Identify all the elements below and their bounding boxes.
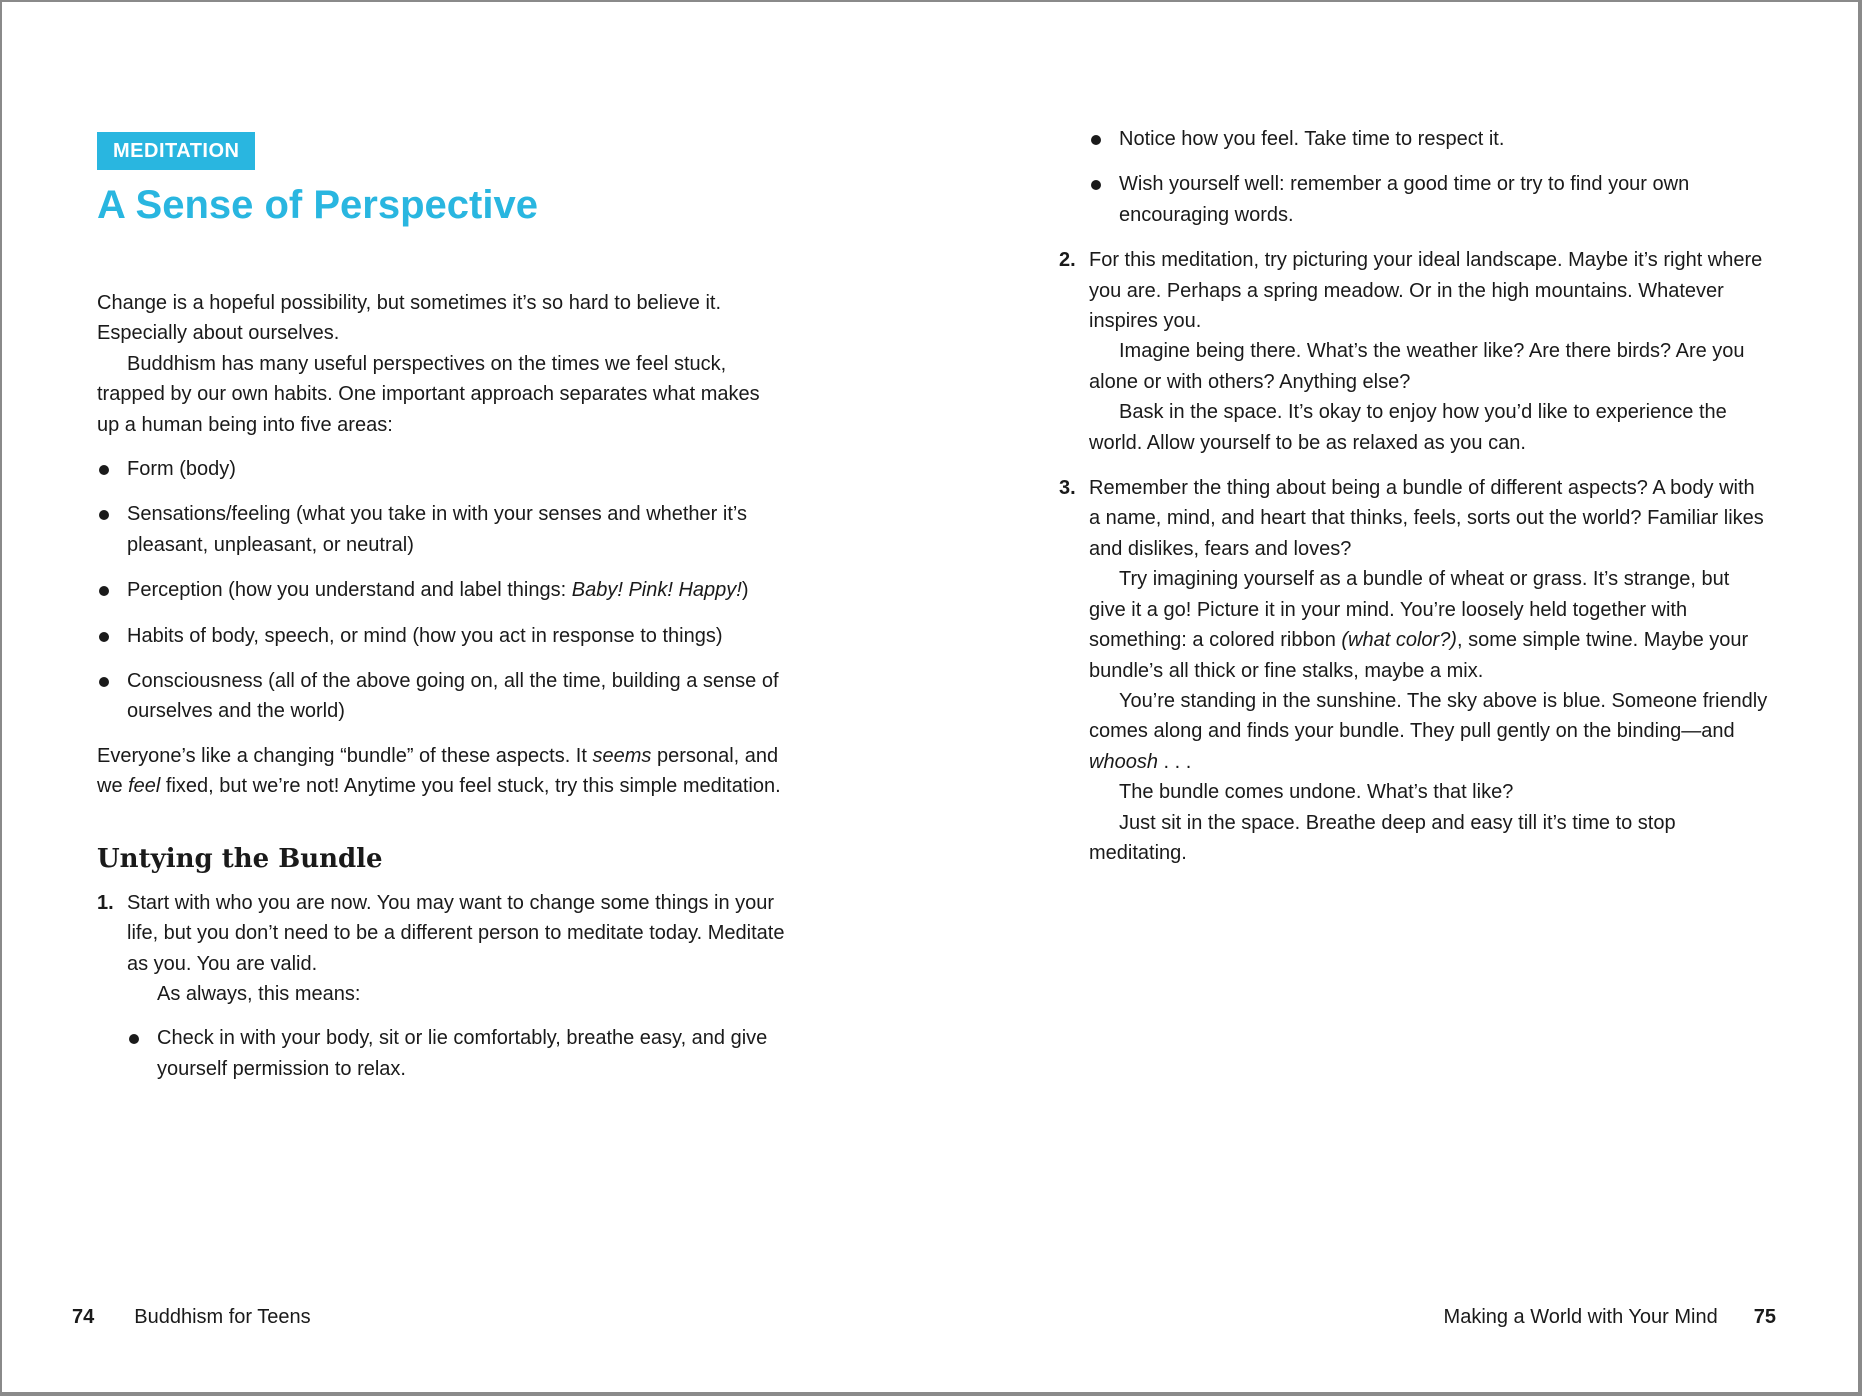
step-text: Try imagining yourself as a bundle of wheat or grass. It’s strange, but give it a go! Picture it in your mind. You’re loosely held together with something: a colored ribbon (what color?), some simple twine. Maybe your bundle’s all thick or fine stalks, maybe a mix. [1089, 568, 1749, 682]
step-text: Remember the thing about being a bundle of different aspects? A body with a name, mind, and heart that thinks, feels, sorts out the world? Familiar likes and dislikes, fears and loves? [1089, 477, 1764, 560]
section-subheading: Untying the Bundle [97, 843, 383, 874]
left-page-footer [72, 1304, 311, 1330]
step-number: 3. [1059, 477, 1076, 500]
step-text: You’re standing in the sunshine. The sky above is blue. Someone friendly comes along and finds your bundle. They pull gently on the binding—and whoosh . . . [1089, 689, 1768, 773]
step-text: Bask in the space. It’s okay to enjoy how you’d like to experience the world. Allow yourself to be as relaxed as you can. [1089, 401, 1727, 454]
page-number: 75 [1753, 1306, 1776, 1328]
steps-list-continued [1059, 245, 1769, 868]
bundle-paragraph: Everyone’s like a changing “bundle” of these aspects. It seems personal, and we feel fixed, but we’re not! Anytime you feel stuck, try this simple meditation. [97, 744, 781, 798]
page-number: 74 [72, 1306, 95, 1328]
bullet-icon [129, 1034, 139, 1044]
bullet-icon [1091, 135, 1101, 145]
step-2 [1059, 245, 1769, 458]
step-text: As always, this means: [157, 982, 361, 1005]
intro-paragraph-2: Buddhism has many useful perspectives on the times we feel stuck, trapped by our own habits. One important approach separates what makes up a human being into five areas: [97, 352, 760, 436]
intro-paragraph: Change is a hopeful possibility, but sometimes it’s so hard to believe it. Especially about ourselves. [97, 292, 722, 345]
sub-list [127, 1023, 787, 1084]
left-page-content [97, 132, 787, 1099]
bullet-icon [1091, 180, 1101, 190]
list-item: Form (body) [97, 454, 787, 484]
right-page-content [1059, 124, 1769, 883]
list-item: Perception (how you understand and label things: Baby! Pink! Happy!) [97, 575, 787, 605]
list-item: Sensations/feeling (what you take in with your senses and whether it’s pleasant, unpleasant, or neutral) [97, 499, 787, 560]
bullet-icon [99, 465, 109, 475]
book-spread [2, 2, 1858, 1392]
list-item: Check in with your body, sit or lie comfortably, breathe easy, and give yourself permission to relax. [127, 1023, 787, 1084]
step-number: 1. [97, 891, 114, 914]
book-title: Buddhism for Teens [134, 1306, 311, 1328]
list-item: Consciousness (all of the above going on, all the time, building a sense of ourselves and the world) [97, 666, 787, 727]
bullet-icon [99, 677, 109, 687]
section-tag: MEDITATION [97, 132, 255, 170]
step-1 [97, 888, 787, 1084]
right-page-footer [1444, 1304, 1776, 1330]
chapter-title: Making a World with Your Mind [1443, 1306, 1718, 1328]
bullet-icon [99, 632, 109, 642]
step-text: Start with who you are now. You may want to change some things in your life, but you don’t need to be a different person to meditate today. Meditate as you. You are valid. [127, 891, 785, 975]
step-text: The bundle comes undone. What’s that like? [1119, 781, 1514, 804]
bullet-icon [99, 510, 109, 520]
bullet-icon [99, 586, 109, 596]
five-areas-list [97, 454, 787, 727]
step-text: For this meditation, try picturing your ideal landscape. Maybe it’s right where you are. Perhaps a spring meadow. Or in the high mountains. Whatever inspires you. [1089, 249, 1763, 333]
steps-list [97, 888, 787, 1084]
step-number: 2. [1059, 249, 1076, 272]
list-item: Notice how you feel. Take time to respect it. [1089, 124, 1769, 154]
page-title: A Sense of Perspective [97, 183, 538, 227]
step-3 [1059, 473, 1769, 868]
list-item: Wish yourself well: remember a good time or try to find your own encouraging words. [1089, 169, 1769, 230]
continued-sub-list [1089, 124, 1769, 230]
step-text: Just sit in the space. Breathe deep and easy till it’s time to stop meditating. [1089, 811, 1676, 864]
step-text: Imagine being there. What’s the weather like? Are there birds? Are you alone or with others? Anything else? [1089, 340, 1745, 393]
list-item: Habits of body, speech, or mind (how you act in response to things) [97, 621, 787, 651]
